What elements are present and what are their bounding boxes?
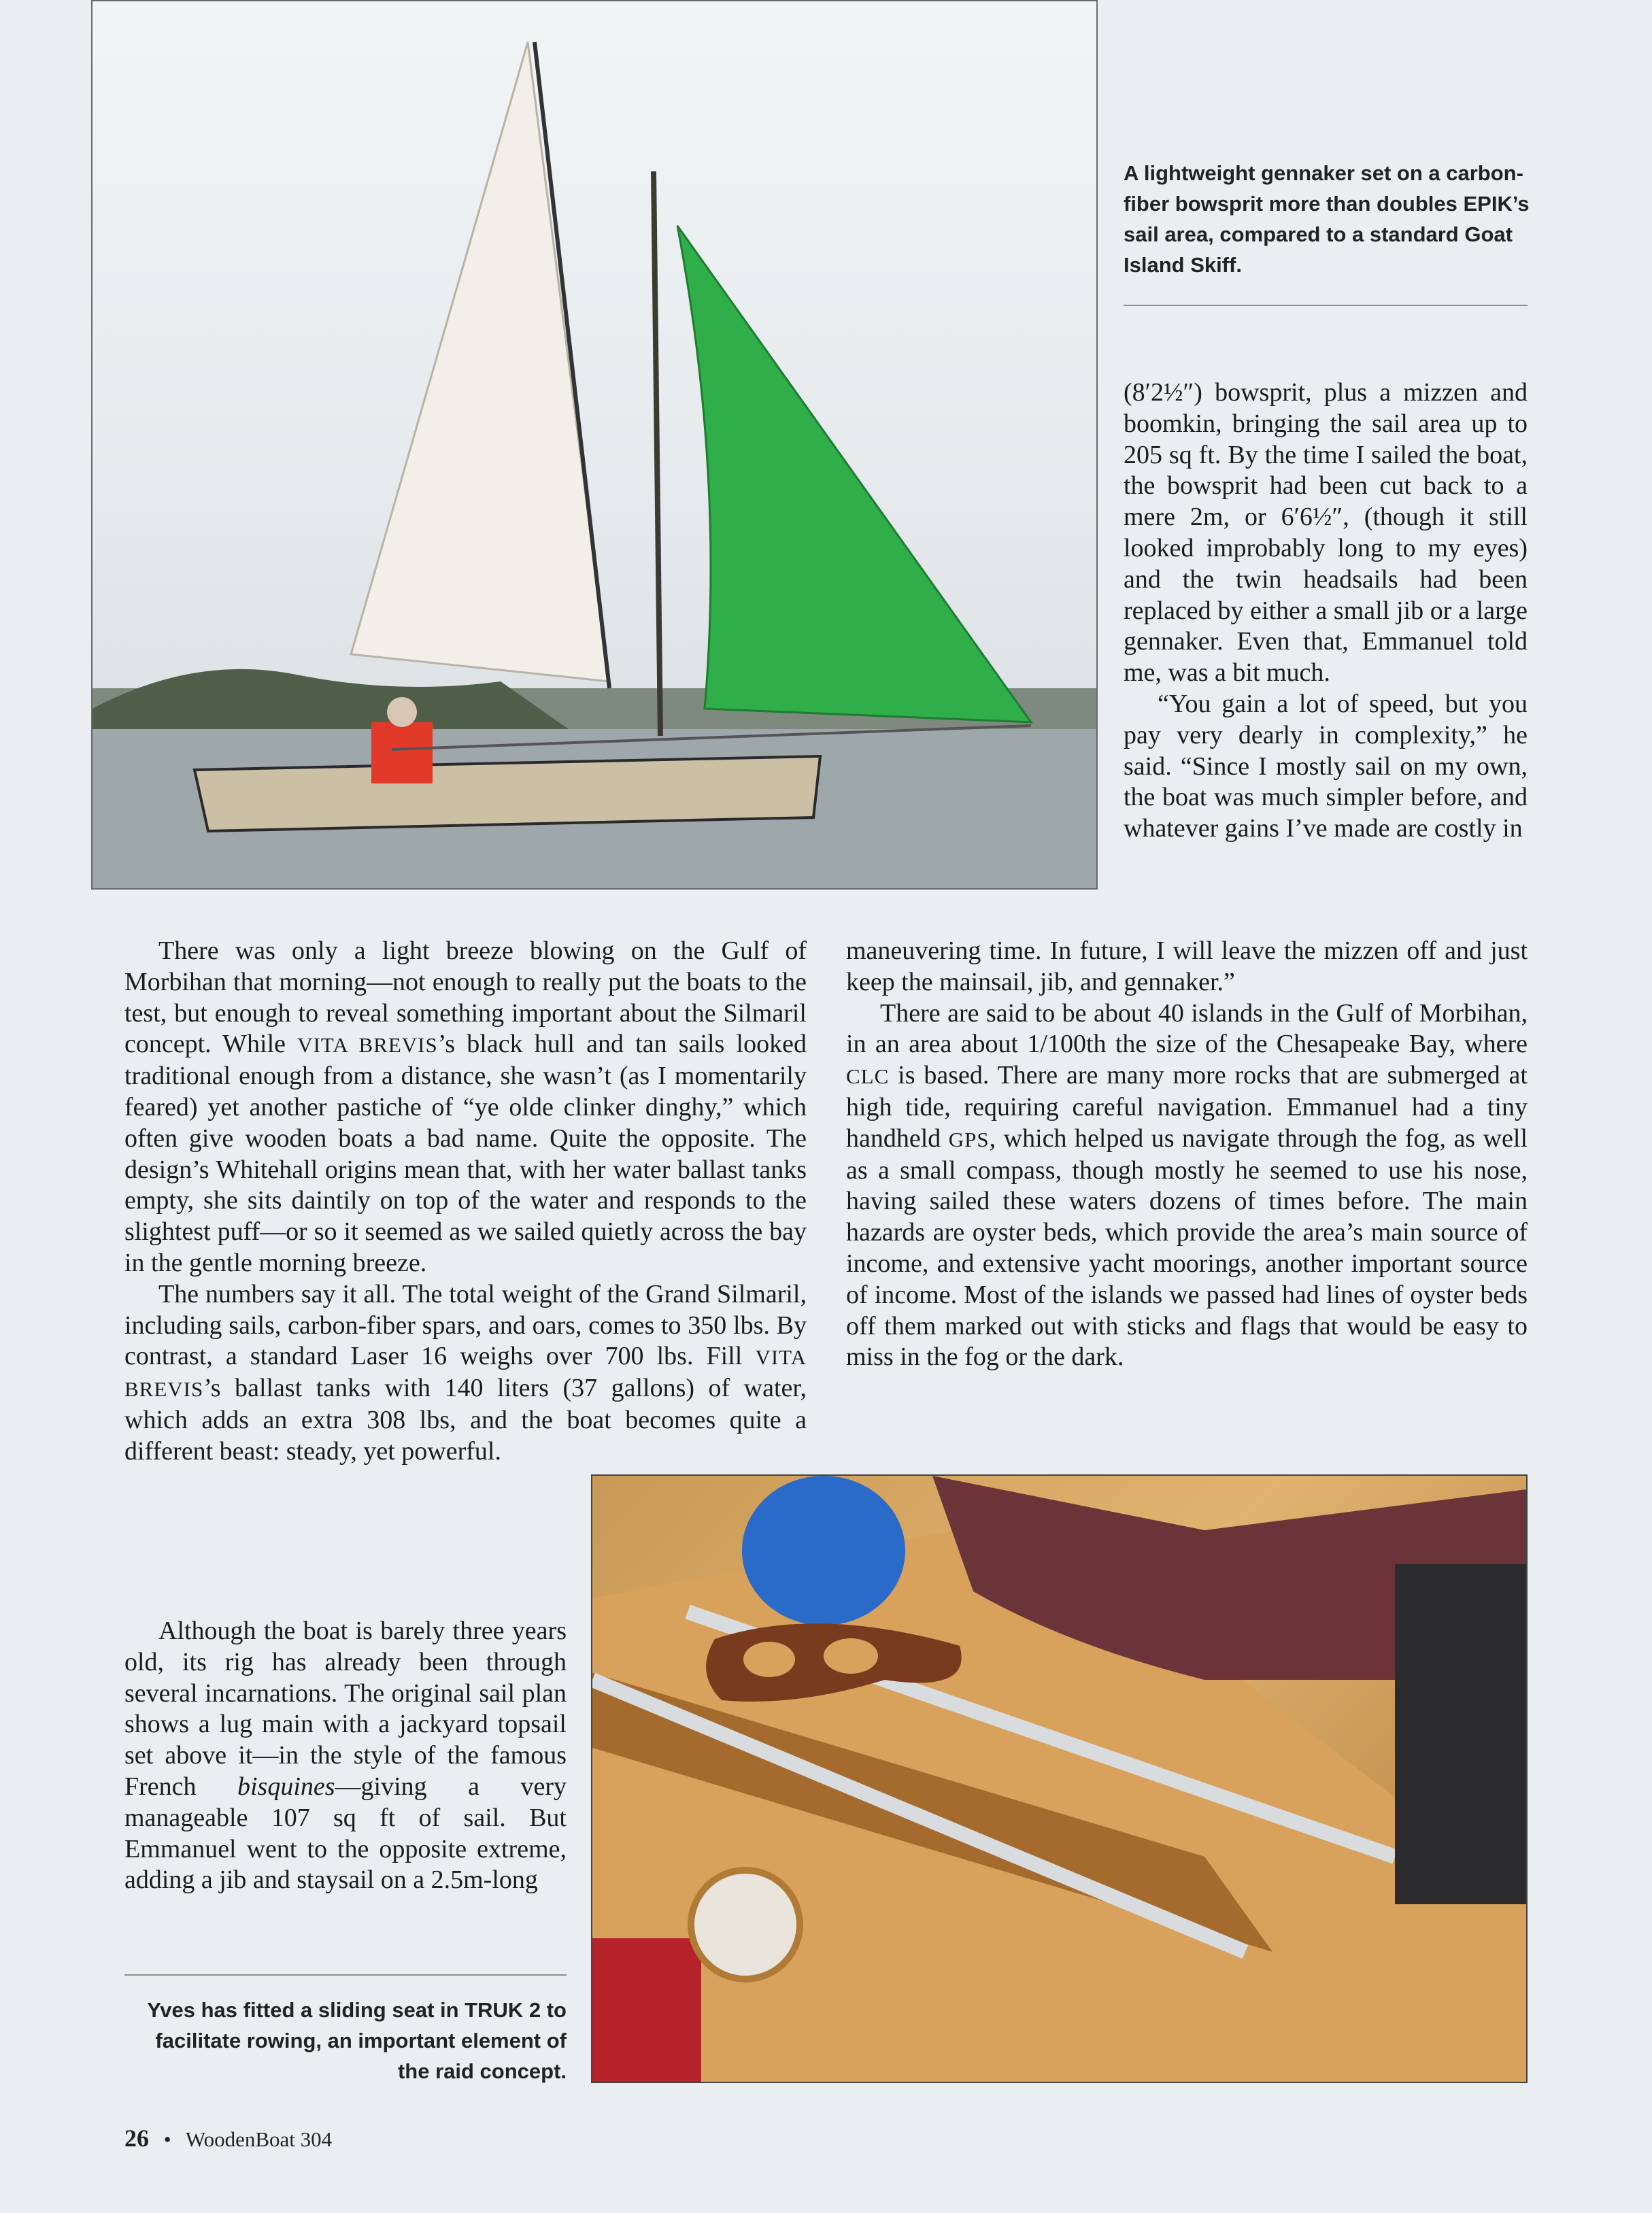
caption-divider-top (1124, 305, 1528, 306)
paragraph: The numbers say it all. The total weight of the Grand Silmaril, including sails, carbon-fiber spars, and oars, comes to 350 lbs. By contrast, a standard Laser 16 weighs over 700 lbs. Fill VITA BREVIS’s ballast tanks with 140 liters (37 gallons) of water, which adds an extra 308 lbs, and the boat becomes quite a different beast: steady, yet powerful. (124, 1279, 807, 1466)
acronym-gps: GPS (948, 1127, 990, 1151)
paragraph: “You gain a lot of speed, but you pay very dearly in complexity,” he said. “Since I mostly sail on my own, the boat was much simpler before, and whatever gains I’ve made are costly in (1124, 689, 1528, 843)
article-column-left-narrow (124, 1616, 567, 1896)
paragraph: There was only a light breeze blowing on the Gulf of Morbihan that morning—not enough to really put the boats to the test, but enough to reveal something important about the Silmaril concept. While VITA BREVIS’s black hull and tan sails looked traditional enough from a distance, she wasn’t (as I momentarily feared) yet another pastiche of “ye olde clinker dinghy,” which often give wooden boats a bad name. Quite the opposite. The design’s Whitehall origins mean that, with her water ballast tanks empty, she sits daintily on top of the water and responds to the slightest puff—or so it seemed as we sailed quietly across the bay in the gentle morning breeze. (124, 936, 807, 1277)
boat-name-vita-brevis: VITA BREVIS (297, 1033, 438, 1058)
boat-name-vita-brevis: VITA BREVIS (124, 1345, 807, 1402)
page-footer (124, 2124, 332, 2152)
article-column-left-wide (124, 936, 807, 1468)
paragraph: There are said to be about 40 islands in the Gulf of Morbihan, in an area about 1/100th the size of the Chesapeake Bay, where CLC is based. There are many more rocks that are submerged at high tide, requiring careful navigation. Emmanuel had a tiny handheld GPS, which helped us navigate through the fog, as well as a small compass, though mostly he seemed to use his nose, having sailed these waters dozens of times before. The main hazards are oyster beds, which provide the area’s main source of income, and extensive yacht moorings, another important source of income. Most of the islands we passed had lines of oyster beds off them marked out with sticks and flags that would be easy to miss in the fog or the dark. (846, 998, 1528, 1372)
article-column-right-lower (846, 936, 1528, 1373)
caption-divider-bottom (124, 1974, 567, 1976)
french-term: bisquines (237, 1772, 335, 1801)
article-column-right-upper (1124, 377, 1528, 845)
photo-caption-top: A lightweight gennaker set on a carbon-fiber bowsprit more than doubles EPIK’s sail area, compared to a standard Goat Island Skiff. (1124, 161, 1530, 277)
page-number: 26 (124, 2125, 149, 2152)
paragraph: maneuvering time. In future, I will leave the mizzen off and just keep the mainsail, jib, and gennaker.” (846, 936, 1528, 996)
paragraph: Although the boat is barely three years old, its rig has already been through several incarnations. The original sail plan shows a lug main with a jackyard topsail set above it—in the style of the famous French bisquines—giving a very manageable 107 sq ft of sail. But Emmanuel went to the opposite extreme, adding a jib and staysail on a 2.5m-long (124, 1617, 567, 1895)
acronym-clc: CLC (846, 1064, 890, 1089)
magazine-issue: WoodenBoat 304 (185, 2127, 333, 2151)
footer-bullet: • (163, 2127, 171, 2151)
rowing-seat-photo (591, 1474, 1528, 2083)
sailboat-illustration (92, 1, 1096, 888)
paragraph: (8′2½″) bowsprit, plus a mizzen and boomkin, bringing the sail area up to 205 sq ft. By the time I sailed the boat, the bowsprit had been cut back to a mere 2m, or 6′6½″, (though it still looked improbably long to my eyes) and the twin headsails had been replaced by either a small jib or a large gennaker. Even that, Emmanuel told me, was a bit much. (1124, 378, 1528, 688)
rowing-seat-illustration (592, 1476, 1526, 2082)
photo-caption-bottom: Yves has fitted a sliding seat in TRUK 2 to facilitate rowing, an important element of the raid concept. (147, 1998, 567, 2083)
sailboat-photo (91, 0, 1098, 890)
